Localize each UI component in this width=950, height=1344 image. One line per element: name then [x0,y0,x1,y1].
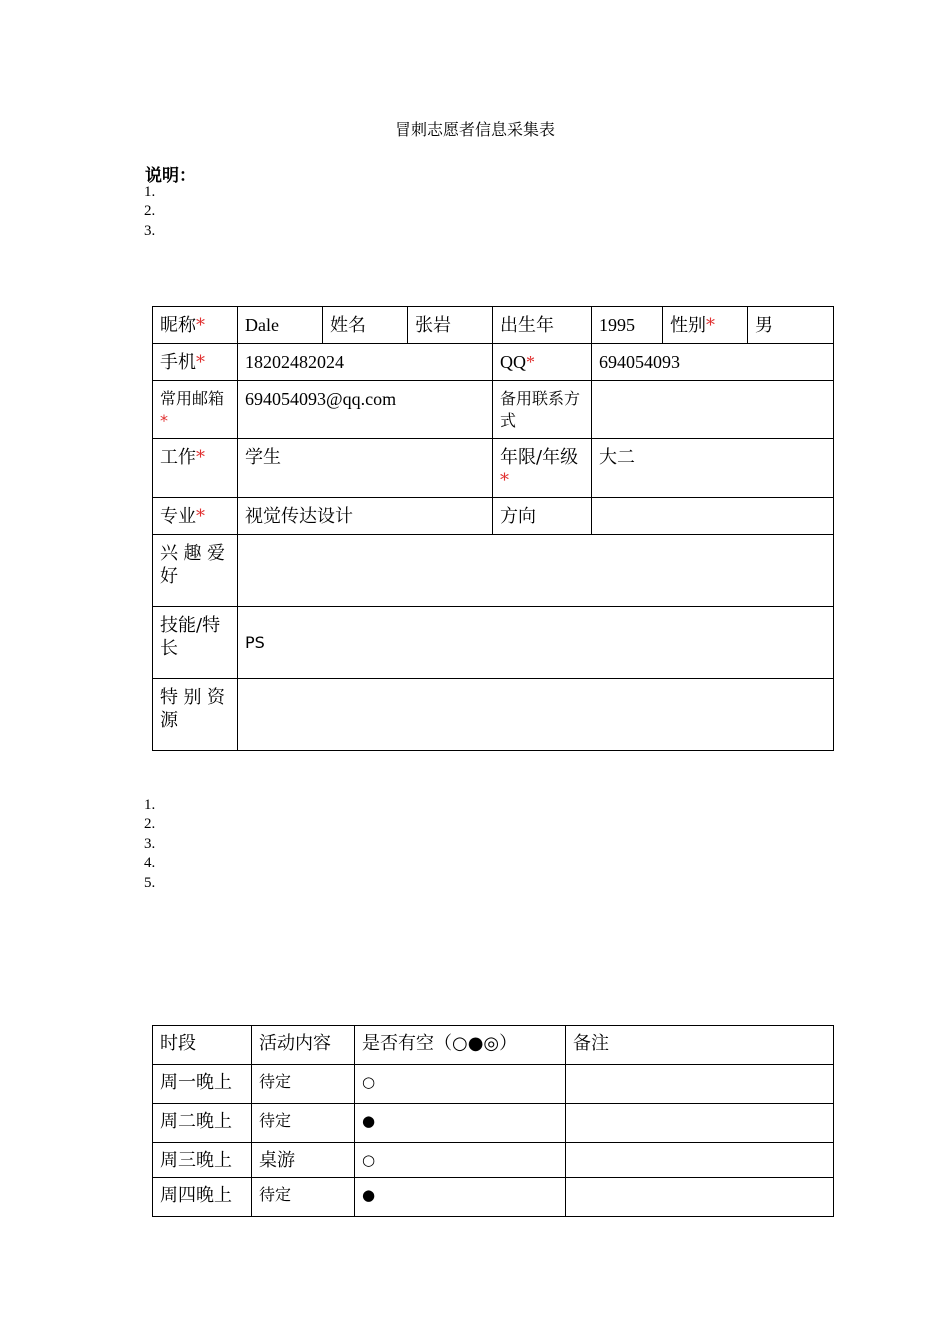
hobby-value[interactable] [238,535,834,607]
list-item: 4. [144,855,156,872]
required-mark: * [526,352,535,372]
work-label: 工作* [153,439,238,498]
schedule-note[interactable] [566,1178,834,1217]
skills-value[interactable]: PS [238,607,834,679]
list-item: 5. [144,874,156,891]
required-mark: * [500,470,509,491]
list-item: 2. [144,203,156,220]
hobby-label: 兴趣爱好 [153,535,238,607]
name-value[interactable]: 张岩 [408,307,493,344]
qq-value[interactable]: 694054093 [592,344,834,381]
grade-value[interactable]: 大二 [592,439,834,498]
birth-year-label: 出生年 [493,307,592,344]
required-mark: * [706,315,715,336]
schedule-period: 周三晚上 [153,1143,252,1178]
schedule-available[interactable]: ○ [355,1065,566,1104]
required-mark: * [196,315,205,336]
schedule-activity[interactable]: 待定 [252,1104,355,1143]
name-label: 姓名 [323,307,408,344]
schedule-activity[interactable]: 待定 [252,1065,355,1104]
resources-value[interactable] [238,679,834,751]
alt-contact-value[interactable] [592,381,834,439]
schedule-activity[interactable]: 桌游 [252,1143,355,1178]
qq-label: QQ* [493,344,592,381]
schedule-period: 周四晚上 [153,1178,252,1217]
list-item: 2. [144,816,156,833]
nickname-label: 昵称* [153,307,238,344]
schedule-note[interactable] [566,1065,834,1104]
required-mark: * [196,447,205,468]
email-label: 常用邮箱 * [153,381,238,439]
schedule-table [152,1025,834,1217]
schedule-period: 周一晚上 [153,1065,252,1104]
grade-label: 年限/年级 * [493,439,592,498]
alt-contact-label: 备用联系方式 [493,381,592,439]
table-row [153,1065,834,1104]
second-list [144,796,155,893]
resources-label: 特别资源 [153,679,238,751]
direction-label: 方向 [493,498,592,535]
schedule-activity[interactable]: 待定 [252,1178,355,1217]
birth-year-value[interactable]: 1995 [592,307,663,344]
required-mark: * [196,352,205,373]
page-title: 冒刺志愿者信息采集表 [394,120,555,139]
notes-heading: 说明： [145,166,196,186]
phone-label: 手机* [153,344,238,381]
phone-value[interactable]: 18202482024 [238,344,493,381]
schedule-period: 周二晚上 [153,1104,252,1143]
schedule-note[interactable] [566,1143,834,1178]
table-row [153,1143,834,1178]
list-item: 3. [144,835,156,852]
work-value[interactable]: 学生 [238,439,493,498]
schedule-header-period: 时段 [153,1026,252,1065]
schedule-available[interactable]: ● [355,1178,566,1217]
list-item: 3. [144,222,156,239]
table-row [153,1178,834,1217]
required-mark: * [160,411,168,430]
table-row [153,1104,834,1143]
notes-list [144,183,155,241]
schedule-header-available: 是否有空（○●◎） [355,1026,566,1065]
major-label: 专业* [153,498,238,535]
skills-label: 技能/特长 [153,607,238,679]
major-value[interactable]: 视觉传达设计 [238,498,493,535]
nickname-value[interactable]: Dale [238,307,323,344]
schedule-available[interactable]: ○ [355,1143,566,1178]
list-item: 1. [144,797,156,813]
schedule-header-activity: 活动内容 [252,1026,355,1065]
direction-value[interactable] [592,498,834,535]
gender-label: 性别* [663,307,748,344]
required-mark: * [196,506,205,527]
gender-value[interactable]: 男 [748,307,834,344]
schedule-header-note: 备注 [566,1026,834,1065]
volunteer-info-table [152,306,834,751]
email-value[interactable]: 694054093@qq.com [238,381,493,439]
list-item: 1. [144,184,156,200]
schedule-note[interactable] [566,1104,834,1143]
schedule-available[interactable]: ● [355,1104,566,1143]
